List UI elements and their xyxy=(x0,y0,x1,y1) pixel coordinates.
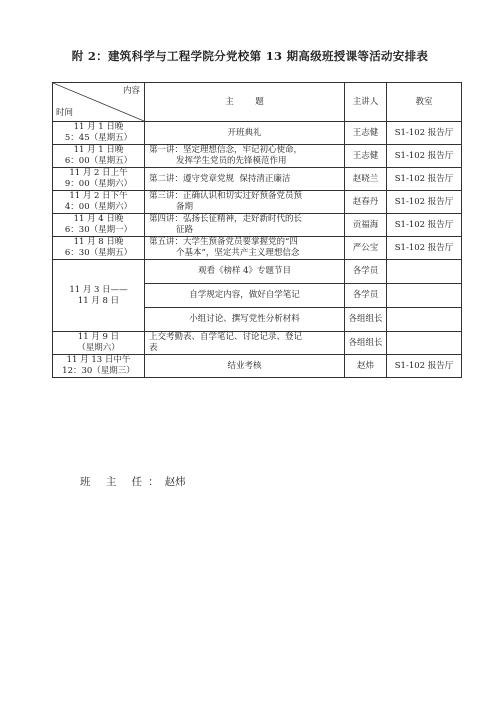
row-room xyxy=(387,260,462,284)
row-topic: 结业考核 xyxy=(145,355,345,378)
row-time: 11 月 1 日晚 5：45（星期五） xyxy=(53,122,145,145)
row-room: S1-102 报告厅 xyxy=(387,168,462,191)
row-speaker: 各学员 xyxy=(345,260,387,284)
row-speaker: 各组组长 xyxy=(345,308,387,332)
row-speaker: 王志健 xyxy=(345,122,387,145)
table-row xyxy=(53,122,462,145)
footer-label: 班 主 任： xyxy=(80,476,165,488)
row-speaker: 赵炜 xyxy=(345,355,387,378)
row-speaker: 各学员 xyxy=(345,284,387,308)
table-row xyxy=(53,237,462,260)
row-topic: 开班典礼 xyxy=(145,122,345,145)
group-time: 11 月 3 日—— 11 月 8 日 xyxy=(53,260,145,332)
row-time: 11 月 8 日晚 6：30（星期五） xyxy=(53,237,145,260)
row-time: 11 月 2 日上午 9：00（星期六） xyxy=(53,168,145,191)
row-topic: 第四讲：弘扬长征精神，走好新时代的长 征路 xyxy=(145,214,345,237)
row-topic: 第三讲：正确认识和切实过好预备党员预 备期 xyxy=(145,191,345,214)
row-topic: 第一讲：坚定理想信念，牢记初心使命， 发挥学生党员的先锋模范作用 xyxy=(145,145,345,168)
footer xyxy=(80,474,186,489)
row-room: S1-102 报告厅 xyxy=(387,214,462,237)
table-row xyxy=(53,260,462,284)
row-topic: 第五讲：大学生预备党员要掌握党的“四 个基本”，坚定共产主义理想信念 xyxy=(145,237,345,260)
row-speaker: 贡福海 xyxy=(345,214,387,237)
row-topic: 自学规定内容，做好自学笔记 xyxy=(145,284,345,308)
header-speaker: 主讲人 xyxy=(345,83,387,122)
table-row xyxy=(53,332,462,355)
row-speaker: 赵晓兰 xyxy=(345,168,387,191)
schedule-table xyxy=(52,82,462,378)
row-room xyxy=(387,332,462,355)
row-topic: 第二讲：遵守党章党规 保持清正廉洁 xyxy=(145,168,345,191)
row-topic: 观看《榜样 4》专题节目 xyxy=(145,260,345,284)
header-row xyxy=(53,83,462,122)
footer-name: 赵炜 xyxy=(164,476,186,488)
table-row xyxy=(53,168,462,191)
row-room: S1-102 报告厅 xyxy=(387,122,462,145)
row-time: 11 月 9 日 （星期六） xyxy=(53,332,145,355)
header-room: 教室 xyxy=(387,83,462,122)
table-row xyxy=(53,145,462,168)
row-room: S1-102 报告厅 xyxy=(387,145,462,168)
row-room: S1-102 报告厅 xyxy=(387,237,462,260)
diagonal-header-cell xyxy=(53,83,145,122)
row-time: 11 月 13 日中午 12：30（星期三） xyxy=(53,355,145,378)
row-time: 11 月 2 日下午 4：00（星期六） xyxy=(53,191,145,214)
header-content-label: 内容 xyxy=(122,86,140,96)
table-row xyxy=(53,355,462,378)
row-speaker: 各组组长 xyxy=(345,332,387,355)
row-time: 11 月 1 日晚 6：00（星期五） xyxy=(53,145,145,168)
row-room xyxy=(387,284,462,308)
header-topic: 主 题 xyxy=(145,83,345,122)
row-speaker: 赵春丹 xyxy=(345,191,387,214)
row-room: S1-102 报告厅 xyxy=(387,191,462,214)
row-room xyxy=(387,308,462,332)
row-topic: 小组讨论、撰写党性分析材料 xyxy=(145,308,345,332)
row-topic: 上交考勤表、自学笔记、讨论记录、登记 表 xyxy=(145,332,345,355)
table-row xyxy=(53,214,462,237)
row-speaker: 严公宝 xyxy=(345,237,387,260)
row-speaker: 王志健 xyxy=(345,145,387,168)
row-time: 11 月 4 日晚 6：30（星期一） xyxy=(53,214,145,237)
row-room: S1-102 报告厅 xyxy=(387,355,462,378)
header-time-label: 时间 xyxy=(56,108,74,118)
page-title: 附 2：建筑科学与工程学院分党校第 13 期高级班授课等活动安排表 xyxy=(71,49,429,63)
table-row xyxy=(53,191,462,214)
